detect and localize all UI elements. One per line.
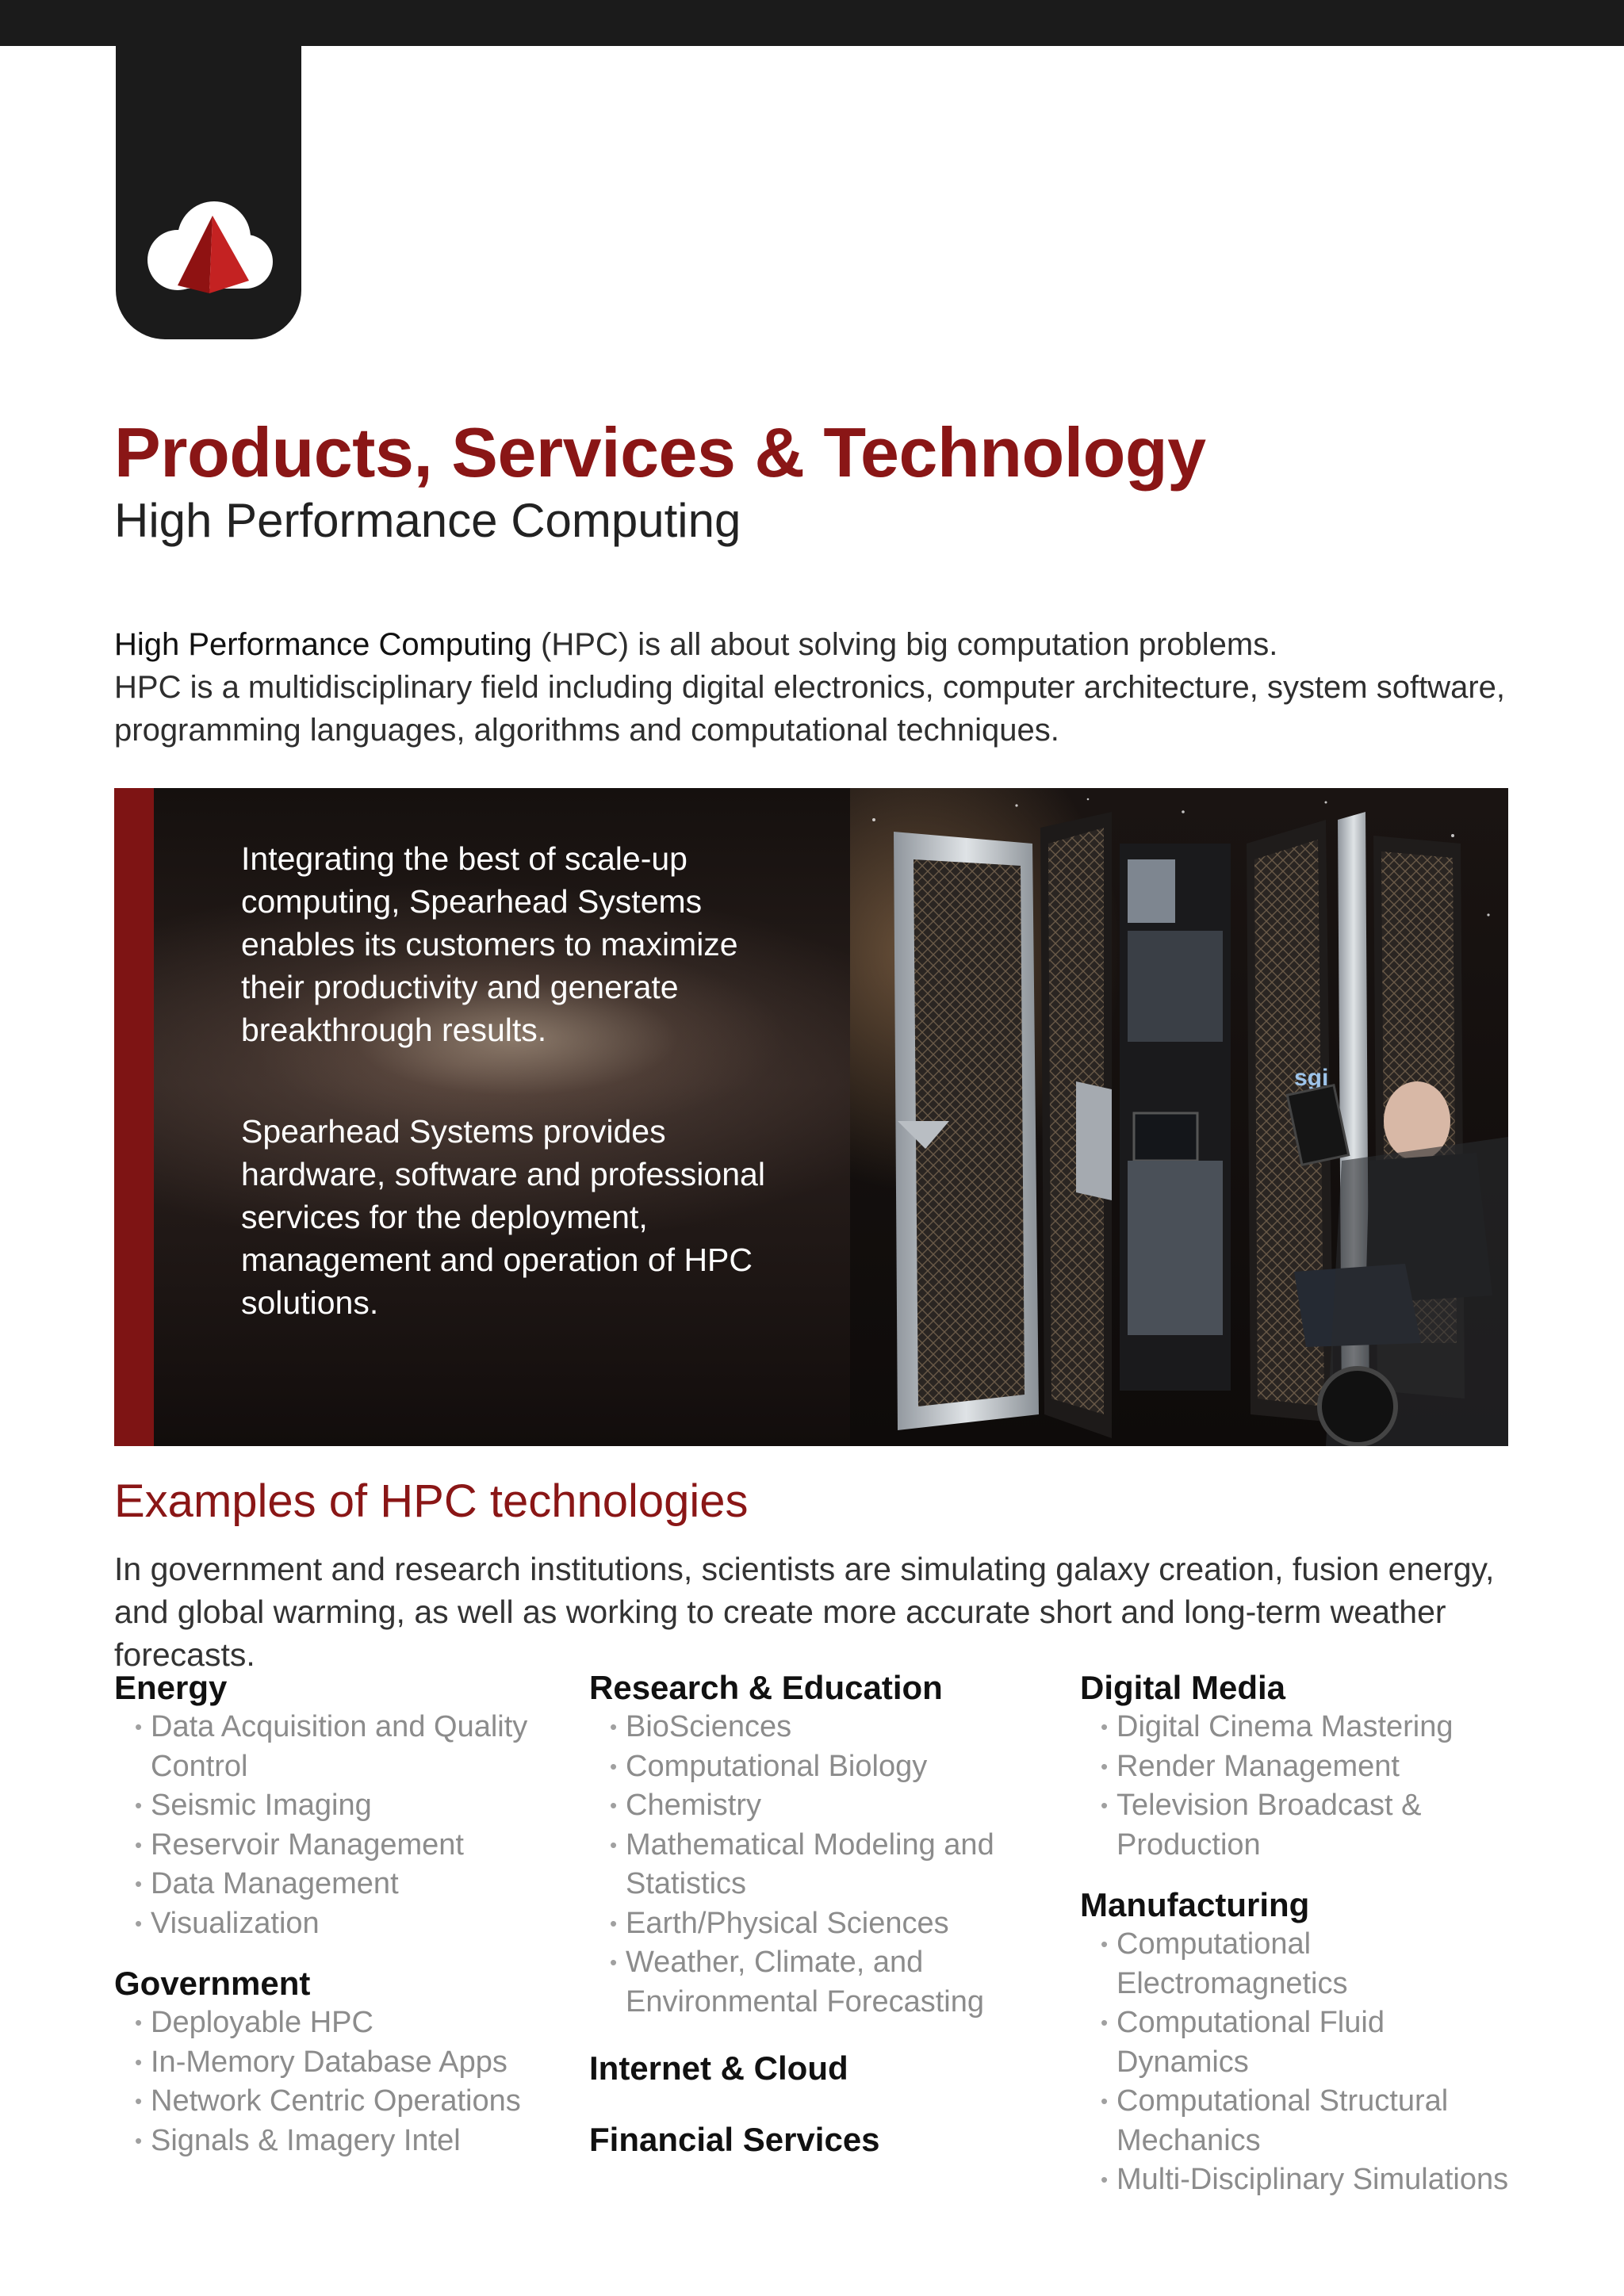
category-list — [1080, 1925, 1524, 2200]
intro-line-1 — [114, 623, 1542, 666]
hero-paragraph-2: Spearhead Systems provides hardware, software and professional services for the deployment, management and operation of HPC solutions. — [241, 1113, 765, 1321]
category-title: Internet & Cloud — [589, 2049, 848, 2087]
intro-lead-rest: (HPC) is all about solving big computation problems. — [531, 627, 1278, 662]
top-bar — [0, 0, 1624, 46]
category-government — [114, 1964, 558, 2160]
list-item: • Computational Biology — [611, 1747, 1065, 1787]
list-item: • Network Centric Operations — [136, 2082, 558, 2122]
list-item: • Deployable HPC — [136, 2003, 558, 2043]
supercomputer-photo — [850, 788, 1508, 1446]
list-item: • Render Management — [1102, 1747, 1524, 1787]
category-list — [1080, 1708, 1524, 1865]
category-internet-cloud — [589, 2049, 1065, 2088]
cloud-pyramid-icon — [136, 192, 279, 311]
hero-text — [241, 837, 780, 1383]
category-title: Manufacturing — [1080, 1886, 1310, 1923]
intro-line-3: programming languages, algorithms and computational techniques. — [114, 713, 1059, 748]
list-item: • Earth/Physical Sciences — [611, 1904, 1065, 1944]
list-item: • Visualization — [136, 1904, 558, 1944]
list-item: • Television Broadcast & Production — [1102, 1786, 1524, 1865]
category-title: Research & Education — [589, 1669, 943, 1706]
category-list — [589, 1708, 1065, 2022]
examples-column-1 — [114, 1668, 558, 2181]
examples-title: Examples of HPC technologies — [114, 1475, 749, 1527]
category-digital-media — [1080, 1668, 1524, 1865]
list-item: • Signals & Imagery Intel — [136, 2122, 558, 2161]
hero-accent-bar — [114, 788, 154, 1446]
category-list — [114, 2003, 558, 2160]
supercomputer-illustration — [850, 788, 1508, 1446]
page-subtitle: High Performance Computing — [114, 494, 741, 547]
galaxy-background — [154, 788, 850, 1446]
category-title: Government — [114, 1965, 311, 2002]
list-item: • Reservoir Management — [136, 1826, 558, 1866]
list-item: • Weather, Climate, and Environmental Forecasting — [611, 1943, 1065, 2022]
examples-description: In government and research institutions, scientists are simulating galaxy creation, fusion energy, and global warming, as well as working to create more accurate short and long-term weather forecasts. — [114, 1551, 1495, 1673]
category-list — [114, 1708, 558, 1943]
category-title: Energy — [114, 1669, 228, 1706]
sgi-badge: sgi — [1294, 1065, 1329, 1091]
list-item: • In-Memory Database Apps — [136, 2043, 558, 2083]
list-item: • Multi-Disciplinary Simulations — [1102, 2160, 1524, 2200]
category-energy — [114, 1668, 558, 1943]
hero-paragraph-1: Integrating the best of scale-up computing, Spearhead Systems enables its customers to maximize their productivity and generate breakthrough results. — [241, 840, 738, 1048]
list-item: • Computational Fluid Dynamics — [1102, 2003, 1524, 2082]
examples-column-2 — [589, 1668, 1065, 2180]
list-item: • Data Management — [136, 1865, 558, 1904]
page-title: Products, Services & Technology — [114, 413, 1206, 492]
list-item: • Data Acquisition and Quality Control — [136, 1708, 558, 1786]
list-item: • BioSciences — [611, 1708, 1065, 1747]
category-manufacturing — [1080, 1885, 1524, 2200]
list-item: • Seismic Imaging — [136, 1786, 558, 1826]
list-item: • Digital Cinema Mastering — [1102, 1708, 1524, 1747]
intro-paragraph — [114, 623, 1542, 752]
list-item: • Chemistry — [611, 1786, 1065, 1826]
category-title: Financial Services — [589, 2121, 880, 2158]
category-title: Digital Media — [1080, 1669, 1286, 1706]
list-item: • Computational Structural Mechanics — [1102, 2082, 1524, 2160]
list-item: • Computational Electromagnetics — [1102, 1925, 1524, 2003]
category-financial-services — [589, 2120, 1065, 2160]
hero-banner — [114, 788, 1508, 1446]
examples-column-3 — [1080, 1668, 1524, 2221]
category-research-education — [589, 1668, 1065, 2022]
logo-tab — [116, 46, 301, 339]
list-item: • Mathematical Modeling and Statistics — [611, 1826, 1065, 1904]
intro-line-2: HPC is a multidisciplinary field including digital electronics, computer architecture, system software, — [114, 670, 1506, 705]
intro-lead-term: High Performance Computing — [114, 627, 532, 662]
